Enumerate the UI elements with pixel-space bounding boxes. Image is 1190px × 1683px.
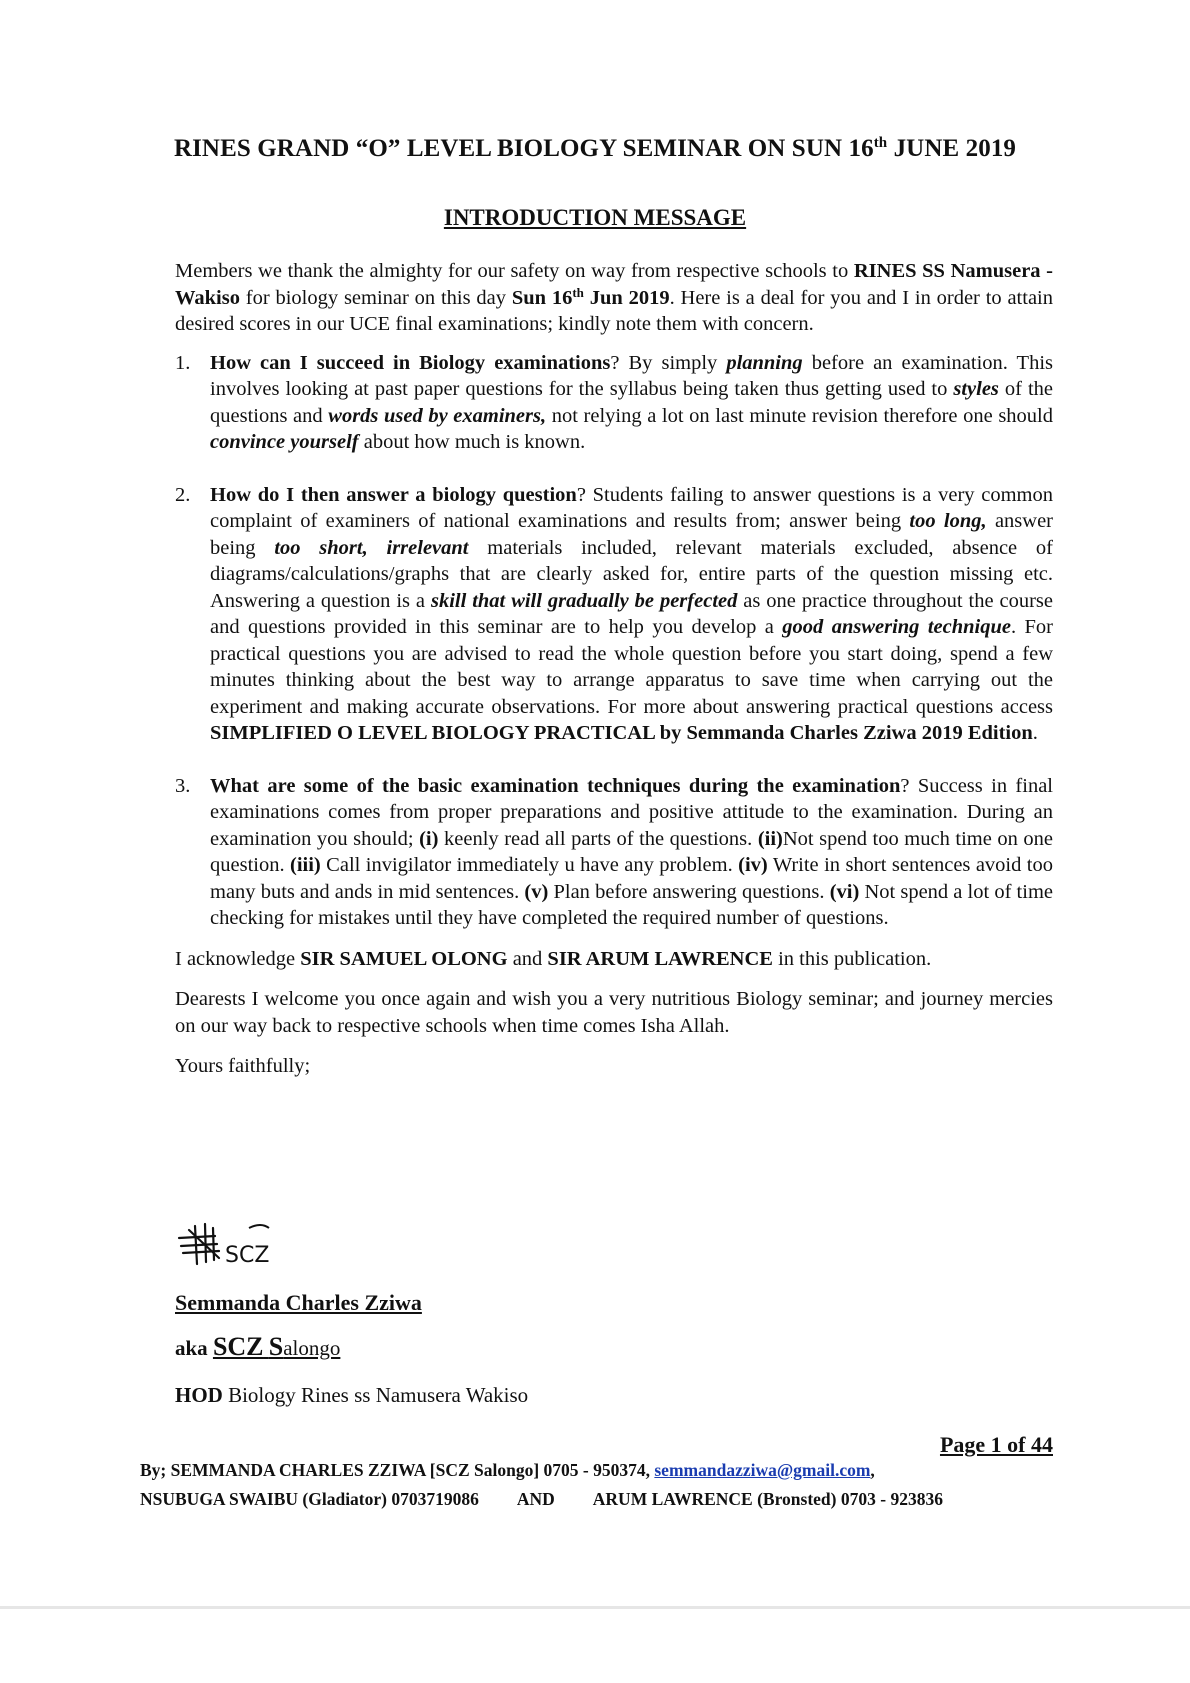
- signature-mark: [175, 1218, 305, 1270]
- signer-name: Semmanda Charles Zziwa: [175, 1290, 422, 1315]
- acknowledgement: I acknowledge SIR SAMUEL OLONG and SIR ARUM LAWRENCE in this publication.: [175, 947, 932, 970]
- list-item: 1. How can I succeed in Biology examinations? By simply planning before an examination. This involves looking at past paper questions for the syllabus being taken thus getting used to styles of the questions and words used by examiners, not relying a lot on last minute revision therefore one should convince yourself about how much is known.: [175, 351, 1054, 453]
- list-item: 3. What are some of the basic examination techniques during the examination? Success in final examinations comes from proper preparations and positive attitude to the examination. During an examination you should; (i) keenly read all parts of the questions. (ii)Not spend too much time on one question. (iii) Call invigilator immediately u have any problem. (iv) Write in short sentences avoid too many buts and ands in mid sentences. (v) Plan before answering questions. (vi) Not spend a lot of time checking for mistakes until they have completed the required number of questions.: [175, 774, 1054, 929]
- tips-list: [175, 350, 1053, 932]
- footer-line: NSUBUGA SWAIBU (Gladiator) 0703719086 AND ARUM LAWRENCE (Bronsted) 0703 - 923836: [140, 1489, 943, 1509]
- valediction: Yours faithfully;: [175, 1055, 311, 1077]
- intro-paragraph: Members we thank the almighty for our safety on way from respective schools to RINES SS Namusera - Wakiso for biology seminar on this day Sun 16th Jun 2019. Here is a deal for you and I in order to attain desired scores in our UCE final examinations; kindly note them with concern.: [175, 260, 1054, 335]
- footer-line: By; SEMMANDA CHARLES ZZIWA [SCZ Salongo] 0705 - 950374, semmandazziwa@gmail.com,: [140, 1460, 875, 1480]
- list-number: 3.: [175, 774, 191, 797]
- document-title: RINES GRAND “O” LEVEL BIOLOGY SEMINAR ON SUN 16th JUNE 2019: [173, 135, 1017, 162]
- email-link[interactable]: semmandazziwa@gmail.com: [654, 1460, 871, 1480]
- signer-title: HOD Biology Rines ss Namusera Wakiso: [175, 1383, 529, 1407]
- signer-alias: aka SCZ Salongo: [175, 1332, 341, 1361]
- list-item: 2. How do I then answer a biology question? Students failing to answer questions is a very common complaint of examiners of national examinations and results from; answer being too long, answer being too short, irrelevant materials included, relevant materials excluded, absence of diagrams/calculations/graphs that are clearly asked for, entire parts of the question missing etc. Answering a question is a skill that will gradually be perfected as one practice throughout the course and questions provided in this seminar are to help you develop a good answering technique. For practical questions you are advised to read the whole question before you start doing, spend a few minutes thinking about the best way to arrange apparatus to save time when carrying out the experiment and making accurate observations. For more about answering practical questions access SIMPLIFIED O LEVEL BIOLOGY PRACTICAL by Semmanda Charles Zziwa 2019 Edition.: [175, 483, 1054, 744]
- list-number: 1.: [175, 351, 191, 374]
- svg-text:SCZ: SCZ: [225, 1243, 270, 1268]
- page-number: Page 1 of 44: [939, 1432, 1053, 1457]
- list-number: 2.: [175, 483, 191, 506]
- section-heading: INTRODUCTION MESSAGE: [443, 205, 747, 230]
- body-text: [175, 258, 1053, 1080]
- page-bottom-divider: [0, 1606, 1190, 1609]
- closing-paragraph: Dearests I welcome you once again and wish you a very nutritious Biology seminar; and journey mercies on our way back to respective schools when time comes Isha Allah.: [175, 988, 1053, 1037]
